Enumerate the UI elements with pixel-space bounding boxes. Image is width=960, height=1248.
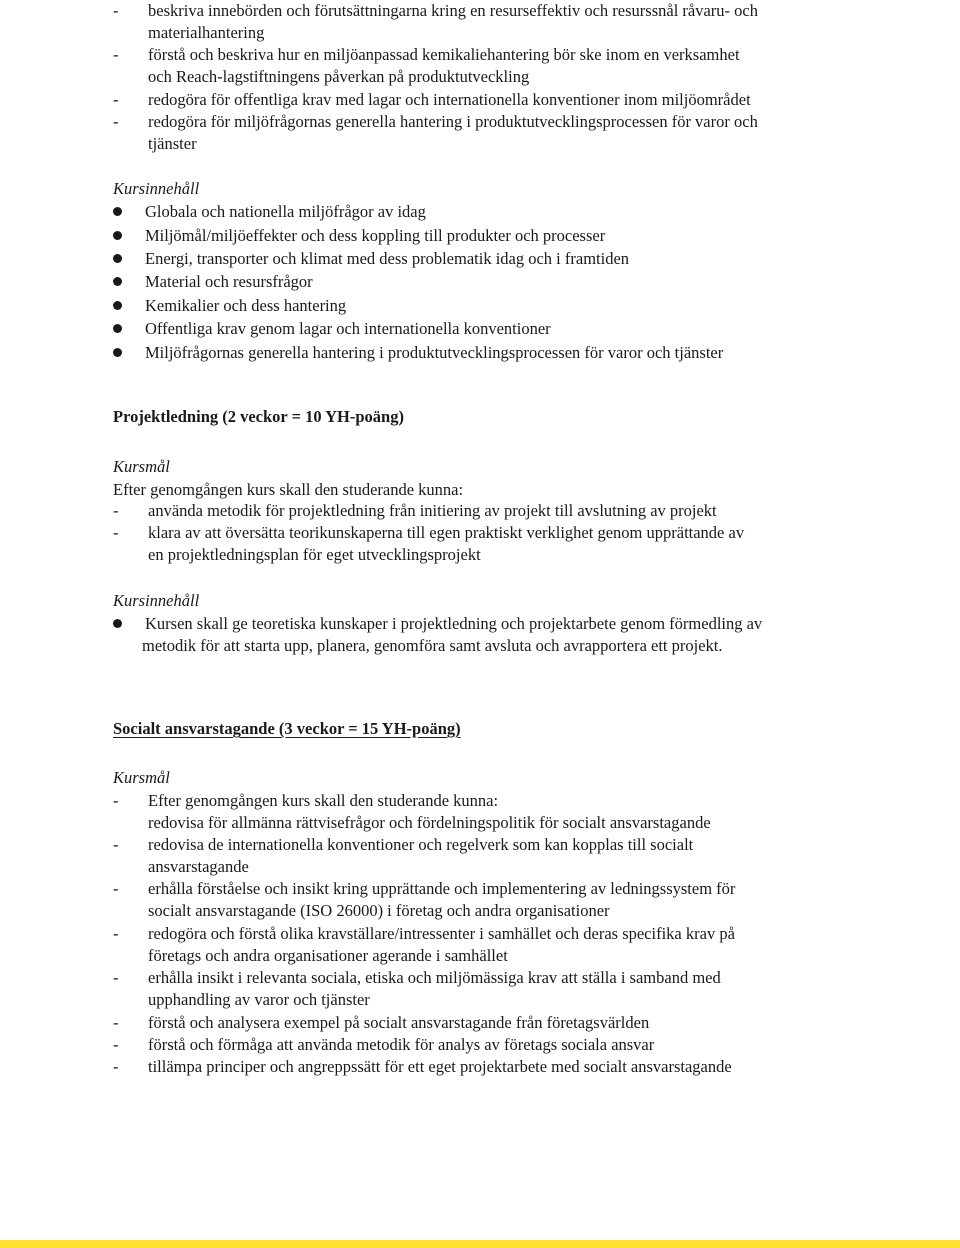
bullet-text: metodik för att starta upp, planera, genomföra samt avsluta och avrapportera ett projekt. xyxy=(142,636,723,655)
dash-marker: - xyxy=(113,112,119,131)
kursinnehall-label: Kursinnehåll xyxy=(113,591,200,610)
dash-marker: - xyxy=(113,1035,119,1054)
dash-marker: - xyxy=(113,90,119,109)
bullet-icon xyxy=(113,207,122,216)
dash-marker: - xyxy=(113,924,119,943)
bullet-text: Kursen skall ge teoretiska kunskaper i projektledning och projektarbete genom förmedling av xyxy=(145,614,763,633)
list-item-text: Efter genomgången kurs skall den studerande kunna: xyxy=(148,791,499,810)
bullet-text: Energi, transporter och klimat med dess problematik idag och i framtiden xyxy=(145,249,630,268)
bullet-icon xyxy=(113,619,122,628)
list-item-text: ansvarstagande xyxy=(148,857,249,876)
bullet-icon xyxy=(113,301,122,310)
bullet-text: Miljöfrågornas generella hantering i produktutvecklingsprocessen för varor och tjänster xyxy=(145,343,724,362)
projektledning-heading: Projektledning (2 veckor = 10 YH-poäng) xyxy=(113,407,404,426)
dash-marker: - xyxy=(113,1013,119,1032)
list-item-text: upphandling av varor och tjänster xyxy=(148,990,370,1009)
list-item-text: redogöra för offentliga krav med lagar och internationella konventioner inom miljöområdet xyxy=(148,90,751,109)
list-item-text: tjänster xyxy=(148,134,197,153)
bullet-text: Miljömål/miljöeffekter och dess koppling till produkter och processer xyxy=(145,226,606,245)
dash-marker: - xyxy=(113,1057,119,1076)
bullet-icon xyxy=(113,231,122,240)
kursmal-label: Kursmål xyxy=(113,457,170,476)
list-item-text: tillämpa principer och angreppssätt för ett eget projektarbete med socialt ansvarstagande xyxy=(148,1057,732,1076)
bullet-text: Offentliga krav genom lagar och internationella konventioner xyxy=(145,319,551,338)
list-item-text: redogöra och förstå olika kravställare/intressenter i samhället och deras specifika krav på xyxy=(148,924,735,943)
dash-marker: - xyxy=(113,791,119,810)
list-item-text: beskriva innebörden och förutsättningarna kring en resurseffektiv och resurssnål råvaru- och xyxy=(148,1,758,20)
kursinnehall-label: Kursinnehåll xyxy=(113,179,200,198)
list-item-text: och Reach-lagstiftningens påverkan på produktutveckling xyxy=(148,67,530,86)
bullet-icon xyxy=(113,277,122,286)
bullet-text: Globala och nationella miljöfrågor av idag xyxy=(145,202,426,221)
bullet-icon xyxy=(113,324,122,333)
bullet-text: Kemikalier och dess hantering xyxy=(145,296,347,315)
list-item-text: socialt ansvarstagande (ISO 26000) i företag och andra organisationer xyxy=(148,901,610,920)
dash-marker: - xyxy=(113,835,119,854)
dash-marker: - xyxy=(113,968,119,987)
dash-marker: - xyxy=(113,501,119,520)
dash-marker: - xyxy=(113,1,119,20)
list-item-text: erhålla insikt i relevanta sociala, etiska och miljömässiga krav att ställa i samband med xyxy=(148,968,721,987)
dash-marker: - xyxy=(113,523,119,542)
bullet-icon xyxy=(113,254,122,263)
list-item-text: en projektledningsplan för eget utvecklingsprojekt xyxy=(148,545,481,564)
kursmal-intro: Efter genomgången kurs skall den studerande kunna: xyxy=(113,480,464,499)
list-item-text: materialhantering xyxy=(148,23,265,42)
list-item-text: redovisa de internationella konventioner och regelverk som kan kopplas till socialt xyxy=(148,835,694,854)
list-item-text: redovisa för allmänna rättvisefrågor och fördelningspolitik för socialt ansvarstagande xyxy=(148,813,711,832)
list-item-text: förstå och förmåga att använda metodik för analys av företags sociala ansvar xyxy=(148,1035,655,1054)
list-item-text: erhålla förståelse och insikt kring upprättande och implementering av ledningssystem för xyxy=(148,879,736,898)
dash-marker: - xyxy=(113,879,119,898)
list-item-text: använda metodik för projektledning från initiering av projekt till avslutning av projekt xyxy=(148,501,717,520)
list-item-text: klara av att översätta teorikunskaperna till egen praktiskt verklighet genom upprättande av xyxy=(148,523,745,542)
bullet-text: Material och resursfrågor xyxy=(145,272,313,291)
list-item-text: förstå och beskriva hur en miljöanpassad kemikaliehantering bör ske inom en verksamhet xyxy=(148,45,740,64)
list-item-text: redogöra för miljöfrågornas generella hantering i produktutvecklingsprocessen för varor och xyxy=(148,112,758,131)
socialt-heading: Socialt ansvarstagande (3 veckor = 15 YH-poäng) xyxy=(113,719,461,738)
list-item-text: företags och andra organisationer agerande i samhället xyxy=(148,946,508,965)
dash-marker: - xyxy=(113,45,119,64)
footer-accent-bar xyxy=(0,1240,960,1248)
list-item-text: förstå och analysera exempel på socialt ansvarstagande från företagsvärlden xyxy=(148,1013,650,1032)
bullet-icon xyxy=(113,348,122,357)
kursmal-label: Kursmål xyxy=(113,768,170,787)
